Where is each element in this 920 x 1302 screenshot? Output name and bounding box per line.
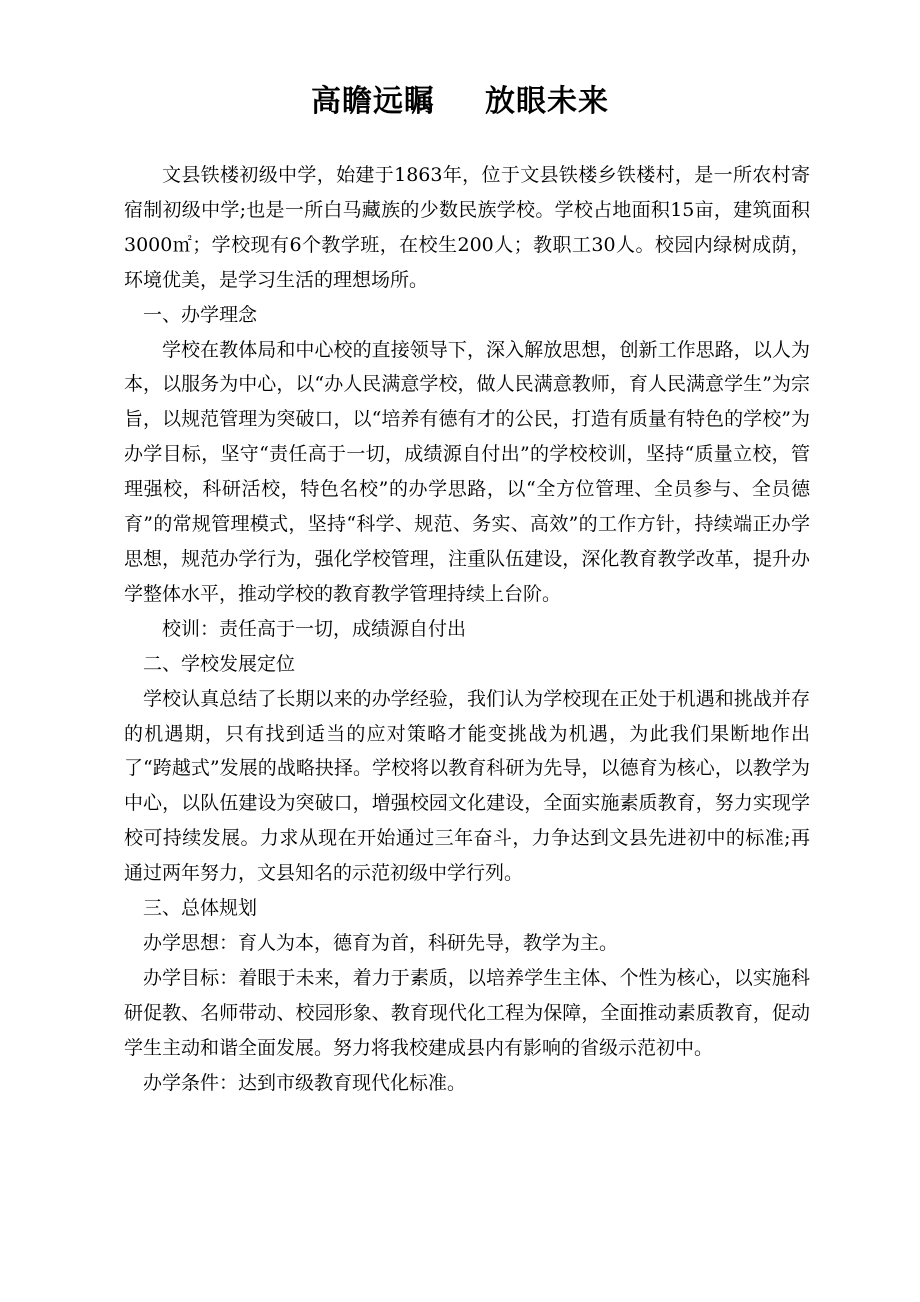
section-2-heading: 二、学校发展定位 (143, 652, 296, 675)
school-motto: 校训：责任高于一切，成绩源自付出 (162, 617, 467, 640)
section-1-heading: 一、办学理念 (143, 303, 258, 326)
section-3-conditions: 办学条件：达到市级教育现代化标准。 (143, 1071, 467, 1094)
section-3-thought: 办学思想：育人为本，德育为首，科研先导，教学为主。 (143, 931, 619, 954)
title-part-2: 放眼未来 (485, 84, 609, 119)
section-2-body: 学校认真总结了长期以来的办学经验，我们认为学校现在正处于机遇和挑战并存的机遇期，只有找到适当的应对策略才能变挑战为机遇，为此我们果断地作出了“跨越式”发展的战略抉择。学校将以教育科研为先导，以德育为核心，以教学为中心，以队伍建设为突破口，增强校园文化建设，全面实施素质教育，努力实现学校可持续发展。力求从现在开始通过三年奋斗，力争达到文县先进初中的标准;再通过两年努力，文县知名的示范初级中学行列。 (124, 687, 810, 885)
intro-paragraph: 文县铁楼初级中学，始建于1863年，位于文县铁楼乡铁楼村，是一所农村寄宿制初级中学;也是一所白马藏族的少数民族学校。学校占地面积15亩，建筑面积3000㎡；学校现有6个教学班，在校生200人；教职工30人。校园内绿树成荫，环境优美，是学习生活的理想场所。 (124, 164, 810, 291)
page-title (0, 80, 920, 124)
section-3-goal: 办学目标：着眼于未来，着力于素质，以培养学生主体、个性为核心，以实施科研促教、名师带动、校园形象、教育现代化工程为保障，全面推动素质教育，促动学生主动和谐全面发展。努力将我校建成县内有影响的省级示范初中。 (124, 966, 810, 1059)
section-3-heading: 三、总体规划 (143, 897, 258, 920)
document-body (124, 158, 810, 1100)
section-1-body: 学校在教体局和中心校的直接领导下，深入解放思想，创新工作思路，以人为本，以服务为中心，以“办人民满意学校，做人民满意教师，育人民满意学生”为宗旨，以规范管理为突破口，以“培养有德有才的公民，打造有质量有特色的学校”为办学目标，坚守“责任高于一切，成绩源自付出”的学校校训，坚持“质量立校，管理强校，科研活校，特色名校”的办学思路，以“全方位管理、全员参与、全员德育”的常规管理模式，坚持“科学、规范、务实、高效”的工作方针，持续端正办学思想，规范办学行为，强化学校管理，注重队伍建设，深化教育教学改革，提升办学整体水平，推动学校的教育教学管理持续上台阶。 (124, 338, 810, 605)
title-part-1: 高瞻远瞩 (311, 84, 435, 119)
